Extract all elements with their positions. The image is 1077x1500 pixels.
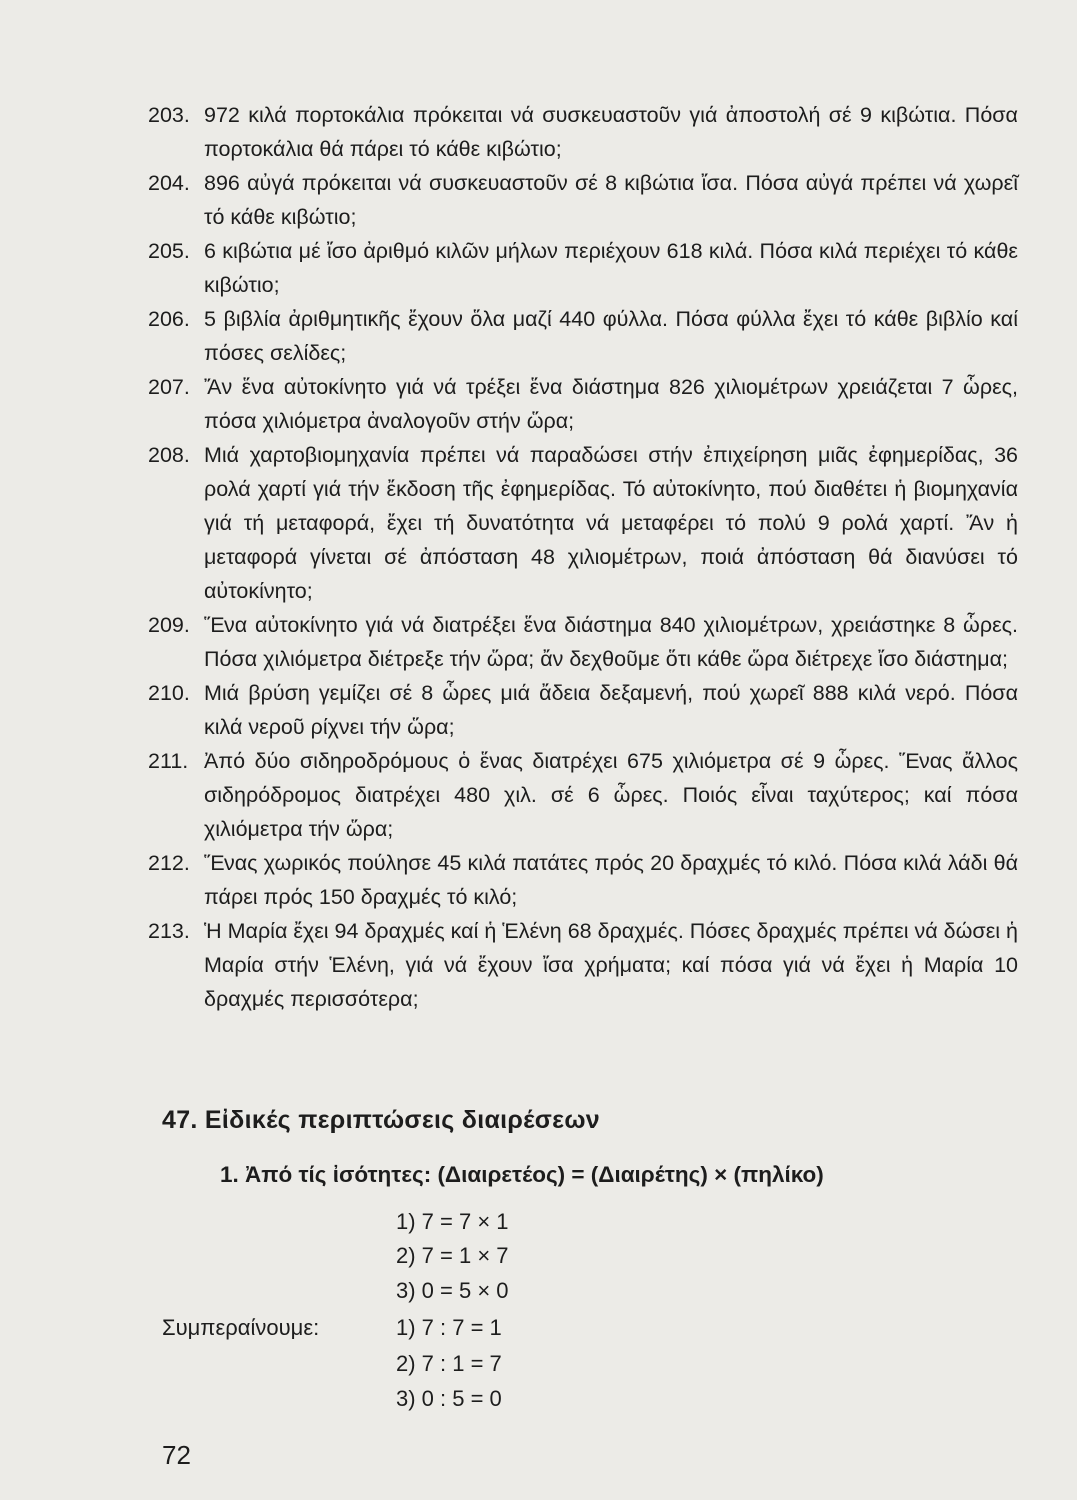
section-title: 47. Εἰδικές περιπτώσεις διαιρέσεων (162, 1106, 600, 1134)
problem-text: Ἀπό δύο σιδηροδρόμους ὁ ἕνας διατρέχει 675 χιλιόμετρα σέ 9 ὧρες. Ἕνας ἄλλος σιδηρόδρομος διατρέχει 480 χιλ. σέ 6 ὧρες. Ποιός εἶναι ταχύτερος; καί πόσα χιλιόμετρα τήν ὥρα; (204, 749, 1018, 841)
subsection-title: 1. Ἀπό τίς ἰσότητες: (Διαιρετέος) = (Διαιρέτης) × (πηλίκο) (220, 1162, 824, 1187)
problem-item (148, 438, 1018, 608)
equality-3: 3) 0 = 5 × 0 (396, 1278, 509, 1303)
problem-text: 972 κιλά πορτοκάλια πρόκειται νά συσκευαστοῦν γιά ἀποστολή σέ 9 κιβώτια. Πόσα πορτοκάλια θά πάρει τό κάθε κιβώτιο; (204, 103, 1018, 161)
problem-item (148, 914, 1018, 1016)
problem-number: 213. (148, 919, 190, 943)
page-number: 72 (162, 1440, 191, 1470)
problem-text: Μιά χαρτοβιομηχανία πρέπει νά παραδώσει στήν ἐπιχείρηση μιᾶς ἐφημερίδας, 36 ρολά χαρτί γιά τήν ἔκδοση τῆς ἐφημερίδας. Τό αὐτοκίνητο, πού διαθέτει ἡ βιομηχανία γιά τή μεταφορά, ἔχει τή δυνατότητα νά μεταφέρει τό πολύ 9 ρολά χαρτί. Ἄν ἡ μεταφορά γίνεται σέ ἀπόσταση 48 χιλιομέτρων, ποιά ἀπόσταση θά διανύσει τό αὐτοκίνητο; (204, 443, 1018, 603)
problem-text: 5 βιβλία ἀριθμητικῆς ἔχουν ὅλα μαζί 440 φύλλα. Πόσα φύλλα ἔχει τό κάθε βιβλίο καί πόσες σελίδες; (204, 307, 1018, 365)
problem-text: Ἡ Μαρία ἔχει 94 δραχμές καί ἡ Ἑλένη 68 δραχμές. Πόσες δραχμές πρέπει νά δώσει ἡ Μαρία στήν Ἑλένη, γιά νά ἔχουν ἴσα χρήματα; καί πόσα γιά νά ἔχει ἡ Μαρία 10 δραχμές περισσότερα; (204, 919, 1018, 1011)
problem-text: 6 κιβώτια μέ ἴσο ἀριθμό κιλῶν μήλων περιέχουν 618 κιλά. Πόσα κιλά περιέχει τό κάθε κιβώτιο; (204, 239, 1018, 297)
conclusion-1: 1) 7 : 7 = 1 (396, 1315, 502, 1340)
problem-list (148, 98, 1018, 1016)
problem-item (148, 166, 1018, 234)
problem-item (148, 234, 1018, 302)
problem-text: Ἄν ἕνα αὐτοκίνητο γιά νά τρέξει ἕνα διάστημα 826 χιλιομέτρων χρειάζεται 7 ὧρες, πόσα χιλιόμετρα ἀναλογοῦν στήν ὥρα; (204, 375, 1018, 433)
problem-text: 896 αὐγά πρόκειται νά συσκευαστοῦν σέ 8 κιβώτια ἴσα. Πόσα αὐγά πρέπει νά χωρεῖ τό κάθε κιβώτιο; (204, 171, 1018, 229)
problem-number: 203. (148, 103, 190, 127)
conclusion-3: 3) 0 : 5 = 0 (396, 1386, 502, 1411)
problem-number: 204. (148, 171, 190, 195)
problem-item (148, 98, 1018, 166)
problem-number: 206. (148, 307, 190, 331)
problem-item (148, 846, 1018, 914)
problem-number: 207. (148, 375, 190, 399)
conclusion-2: 2) 7 : 1 = 7 (396, 1351, 502, 1376)
problem-text: Ἕνας χωρικός πούλησε 45 κιλά πατάτες πρός 20 δραχμές τό κιλό. Πόσα κιλά λάδι θά πάρει πρός 150 δραχμές τό κιλό; (204, 851, 1018, 909)
problem-text: Μιά βρύση γεμίζει σέ 8 ὧρες μιά ἄδεια δεξαμενή, πού χωρεῖ 888 κιλά νερό. Πόσα κιλά νεροῦ ρίχνει τήν ὥρα; (204, 681, 1018, 739)
equality-1: 1) 7 = 7 × 1 (396, 1209, 509, 1234)
problem-number: 208. (148, 443, 190, 467)
problem-item (148, 370, 1018, 438)
equality-2: 2) 7 = 1 × 7 (396, 1243, 509, 1268)
problem-number: 209. (148, 613, 190, 637)
problem-number: 210. (148, 681, 190, 705)
problem-number: 211. (148, 749, 189, 773)
problem-text: Ἕνα αὐτοκίνητο γιά νά διατρέξει ἕνα διάστημα 840 χιλιομέτρων, χρειάστηκε 8 ὧρες. Πόσα χιλιόμετρα διέτρεξε τήν ὥρα; ἄν δεχθοῦμε ὅτι κάθε ὥρα διέτρεχε ἴσο διάστημα; (204, 613, 1018, 671)
conclude-label: Συμπεραίνουμε: (162, 1315, 320, 1340)
problem-item (148, 744, 1018, 846)
problem-number: 212. (148, 851, 190, 875)
problem-item (148, 302, 1018, 370)
problem-item (148, 608, 1018, 676)
problem-item (148, 676, 1018, 744)
problem-number: 205. (148, 239, 190, 263)
